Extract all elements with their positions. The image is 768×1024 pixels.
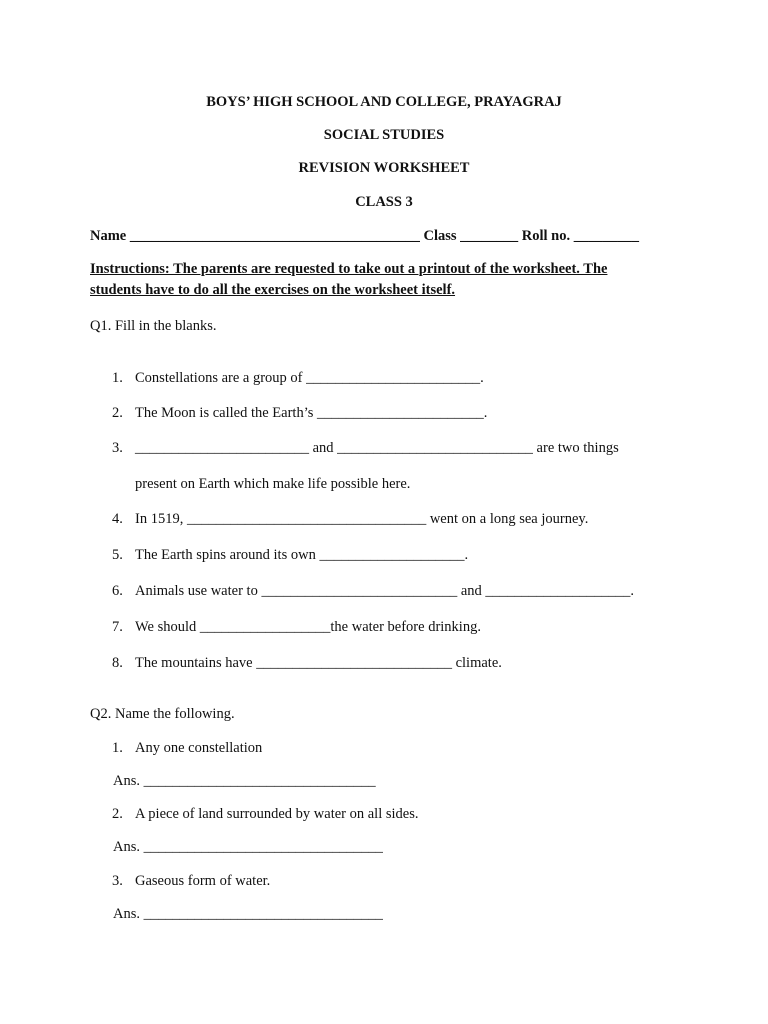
q1-item-text: We should __________________the water before drinking. (135, 619, 481, 635)
answer-line: Ans. _________________________________ (113, 839, 383, 855)
q1-item-text: In 1519, _________________________________ went on a long sea journey. (135, 511, 589, 527)
instructions-line-2: students have to do all the exercises on the worksheet itself. (90, 282, 456, 298)
q1-item-text: Constellations are a group of ________________________. (135, 370, 484, 386)
q1-heading: Q1. Fill in the blanks. (90, 318, 217, 334)
q2-item-text: Gaseous form of water. (135, 873, 271, 889)
q2-heading: Q2. Name the following. (90, 706, 235, 722)
q1-item-number: 8. (112, 655, 123, 671)
worksheet-title: REVISION WORKSHEET (298, 160, 470, 176)
q1-item-text: The Moon is called the Earth’s _______________________. (135, 405, 488, 421)
q1-item-number: 4. (112, 511, 123, 527)
q2-item-text: Any one constellation (135, 740, 263, 756)
q2-item-text: A piece of land surrounded by water on all sides. (135, 806, 419, 822)
answer-line: Ans. _________________________________ (113, 906, 383, 922)
q1-item-text: The mountains have ___________________________ climate. (135, 655, 502, 671)
q2-item-number: 3. (112, 873, 123, 889)
q2-item-number: 1. (112, 740, 123, 756)
q1-item-text: Animals use water to ___________________________ and ____________________. (135, 583, 635, 599)
q1-item-number: 3. (112, 440, 123, 456)
subject-title: SOCIAL STUDIES (323, 127, 445, 143)
answer-line: Ans. ________________________________ (113, 773, 376, 789)
student-fields-line: Name ________________________________________ Class ________ Roll no. _________ (90, 228, 639, 244)
q1-item-number: 1. (112, 370, 123, 386)
class-title: CLASS 3 (355, 194, 413, 210)
q1-item-number: 7. (112, 619, 123, 635)
q1-item-text: The Earth spins around its own ____________________. (135, 547, 469, 563)
q1-item-text: ________________________ and ___________________________ are two things (135, 440, 619, 456)
school-name: BOYS’ HIGH SCHOOL AND COLLEGE, PRAYAGRAJ (206, 94, 562, 110)
q1-item-number: 6. (112, 583, 123, 599)
instructions-line-1: Instructions: The parents are requested to take out a printout of the worksheet. The (90, 261, 608, 277)
q1-item-text: present on Earth which make life possible here. (135, 476, 411, 492)
q1-item-number: 5. (112, 547, 123, 563)
q2-item-number: 2. (112, 806, 123, 822)
q1-item-number: 2. (112, 405, 123, 421)
